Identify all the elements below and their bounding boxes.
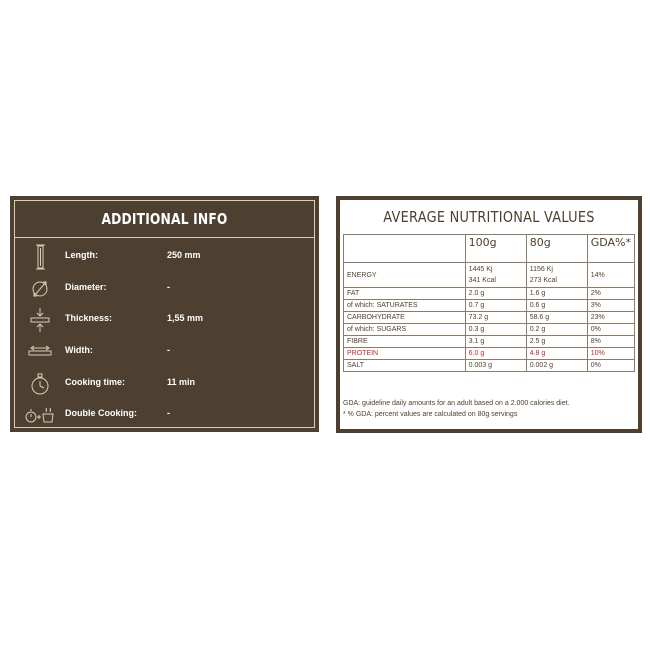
table-row — [344, 300, 635, 312]
value-gda: 3% — [587, 300, 634, 312]
width-label: Width: — [65, 345, 93, 355]
header-gda: GDA%* — [587, 235, 634, 263]
value-100g: 6.0 g — [465, 348, 526, 360]
value-gda: 10% — [587, 348, 634, 360]
value-gda: 8% — [587, 336, 634, 348]
table-row — [344, 312, 635, 324]
info-row-diameter — [15, 274, 314, 304]
value-100g: 73.2 g — [465, 312, 526, 324]
value-80g: 4.8 g — [526, 348, 587, 360]
value-80g: 1.6 g — [526, 288, 587, 300]
double-cooking-value: - — [167, 408, 170, 418]
nutrition-panel — [336, 196, 642, 433]
info-row-double-cooking — [15, 400, 314, 430]
nutrition-frame — [340, 200, 638, 429]
value-80g: 0.6 g — [526, 300, 587, 312]
double-cooking-icon — [23, 400, 57, 430]
value-100g: 2.0 g — [465, 288, 526, 300]
table-header-row — [344, 235, 635, 263]
table-row-energy — [344, 263, 635, 288]
info-row-cooking-time — [15, 369, 314, 399]
energy-gda: 14% — [587, 263, 634, 288]
nutrient-name: PROTEIN — [344, 348, 466, 360]
value-gda: 0% — [587, 360, 634, 372]
table-row — [344, 324, 635, 336]
nutrient-name: FIBRE — [344, 336, 466, 348]
value-100g: 0.003 g — [465, 360, 526, 372]
length-label: Length: — [65, 250, 98, 260]
nutrient-name: CARBOHYDRATE — [344, 312, 466, 324]
value-gda: 23% — [587, 312, 634, 324]
width-value: - — [167, 345, 170, 355]
energy-80g-kj: 1156 Kj — [529, 266, 553, 273]
thickness-label: Thickness: — [65, 313, 113, 323]
table-row-protein — [344, 348, 635, 360]
energy-80g-kcal: 273 Kcal — [529, 277, 557, 284]
table-row — [344, 360, 635, 372]
value-80g: 2.5 g — [526, 336, 587, 348]
table-row — [344, 336, 635, 348]
energy-100g-kcal: 341 Kcal — [468, 277, 496, 284]
thickness-value: 1,55 mm — [167, 313, 204, 323]
cooking-time-label: Cooking time: — [65, 377, 125, 387]
energy-100g-kj: 1445 Kj — [468, 266, 493, 273]
header-nutrient — [344, 235, 466, 263]
width-icon — [23, 337, 57, 367]
nutrient-name: FAT — [344, 288, 466, 300]
nutrient-name: of which: SUGARS — [344, 324, 466, 336]
length-icon — [23, 242, 57, 272]
value-80g: 58.6 g — [526, 312, 587, 324]
header-80g: 80g — [526, 235, 587, 263]
info-row-width — [15, 337, 314, 367]
diameter-label: Diameter: — [65, 282, 107, 292]
additional-info-panel — [10, 196, 319, 432]
nutrition-table — [343, 234, 635, 372]
info-row-length — [15, 242, 314, 272]
additional-info-frame — [14, 200, 315, 428]
table-row — [344, 288, 635, 300]
nutrient-name: SALT — [344, 360, 466, 372]
value-100g: 3.1 g — [465, 336, 526, 348]
energy-100g — [465, 263, 526, 288]
additional-info-title: ADDITIONAL INFO — [101, 210, 228, 228]
double-cooking-label: Double Cooking: — [65, 408, 137, 418]
value-gda: 2% — [587, 288, 634, 300]
cooking-time-value: 11 min — [167, 377, 196, 387]
header-100g: 100g — [465, 235, 526, 263]
thickness-icon — [23, 305, 57, 335]
title-divider — [15, 237, 314, 238]
nutrition-title: AVERAGE NUTRITIONAL VALUES — [383, 208, 595, 226]
gda-percent-footnote: * % GDA: percent values are calculated on 80g servings — [343, 411, 518, 418]
value-80g: 0.002 g — [526, 360, 587, 372]
info-row-thickness — [15, 305, 314, 335]
gda-footnote: GDA: guideline daily amounts for an adult based on a 2.000 calories diet. — [343, 400, 570, 407]
diameter-icon — [23, 274, 57, 304]
value-80g: 0.2 g — [526, 324, 587, 336]
value-100g: 0.7 g — [465, 300, 526, 312]
stopwatch-icon — [23, 369, 57, 399]
length-value: 250 mm — [167, 250, 201, 260]
diameter-value: - — [167, 282, 170, 292]
nutrient-name: of which: SATURATES — [344, 300, 466, 312]
energy-80g — [526, 263, 587, 288]
value-100g: 0.3 g — [465, 324, 526, 336]
value-gda: 0% — [587, 324, 634, 336]
energy-name: ENERGY — [344, 263, 466, 288]
